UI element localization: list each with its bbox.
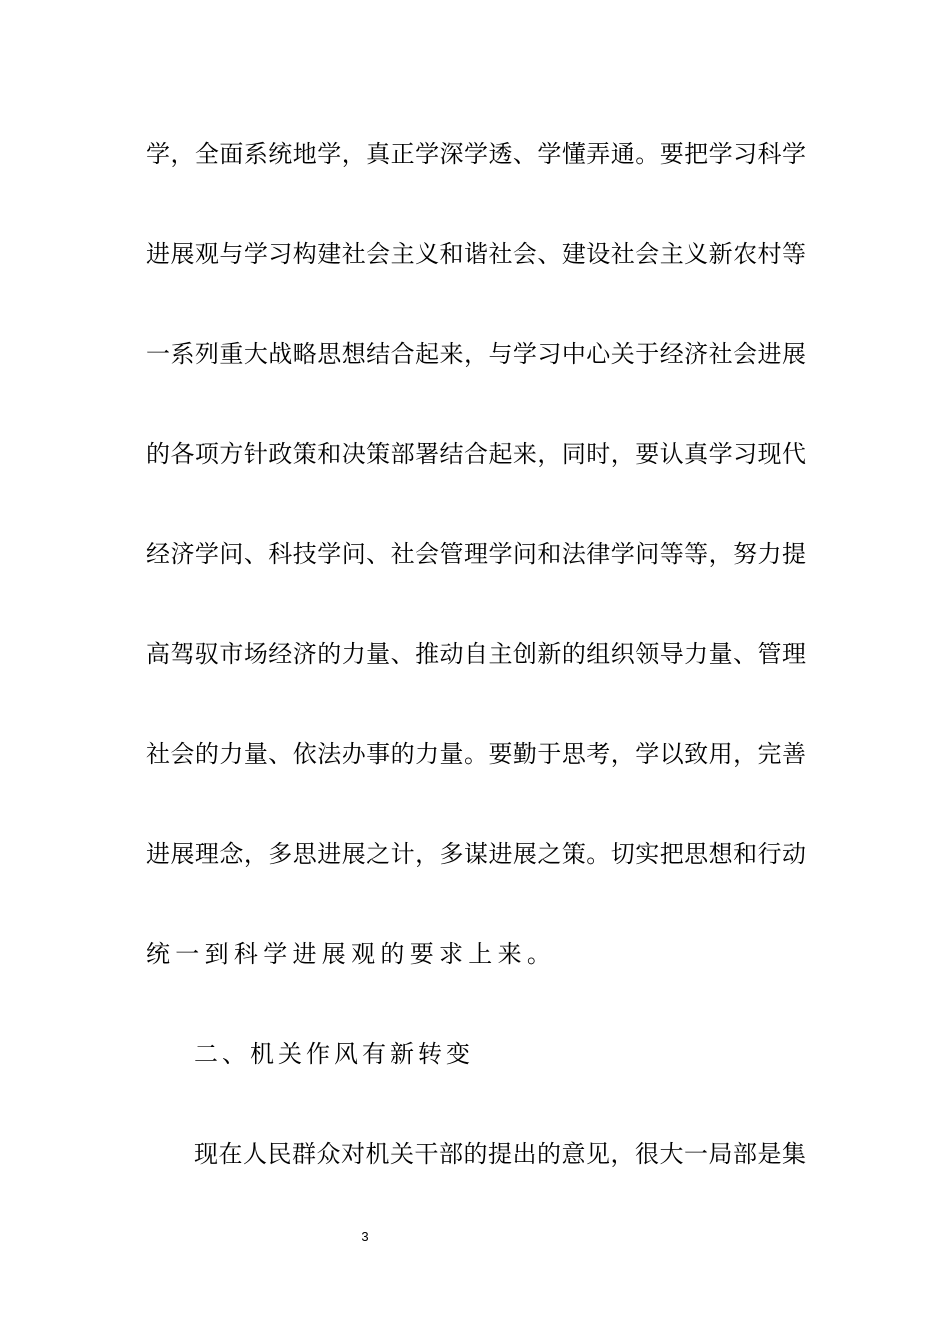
paragraph-line: 一系列重大战略思想结合起来，与学习中心关于经济社会进展 bbox=[146, 340, 806, 368]
paragraph-line: 经济学问、科技学问、社会管理学问和法律学问等等，努力提 bbox=[146, 540, 806, 568]
section-heading: 二、机关作风有新转变 bbox=[194, 1040, 474, 1068]
paragraph-last-line: 统一到科学进展观的要求上来。 bbox=[146, 940, 557, 968]
paragraph-line: 社会的力量、依法办事的力量。要勤于思考，学以致用，完善 bbox=[146, 740, 806, 768]
paragraph-first-line: 现在人民群众对机关干部的提出的意见，很大一局部是集 bbox=[194, 1140, 806, 1168]
paragraph-line: 高驾驭市场经济的力量、推动自主创新的组织领导力量、管理 bbox=[146, 640, 806, 668]
paragraph-line: 学，全面系统地学，真正学深学透、学懂弄通。要把学习科学 bbox=[146, 140, 806, 168]
paragraph-line: 进展观与学习构建社会主义和谐社会、建设社会主义新农村等 bbox=[146, 240, 806, 268]
page-number: 3 bbox=[361, 1229, 369, 1244]
paragraph-line: 的各项方针政策和决策部署结合起来，同时，要认真学习现代 bbox=[146, 440, 806, 468]
paragraph-line: 进展理念，多思进展之计，多谋进展之策。切实把思想和行动 bbox=[146, 840, 806, 868]
